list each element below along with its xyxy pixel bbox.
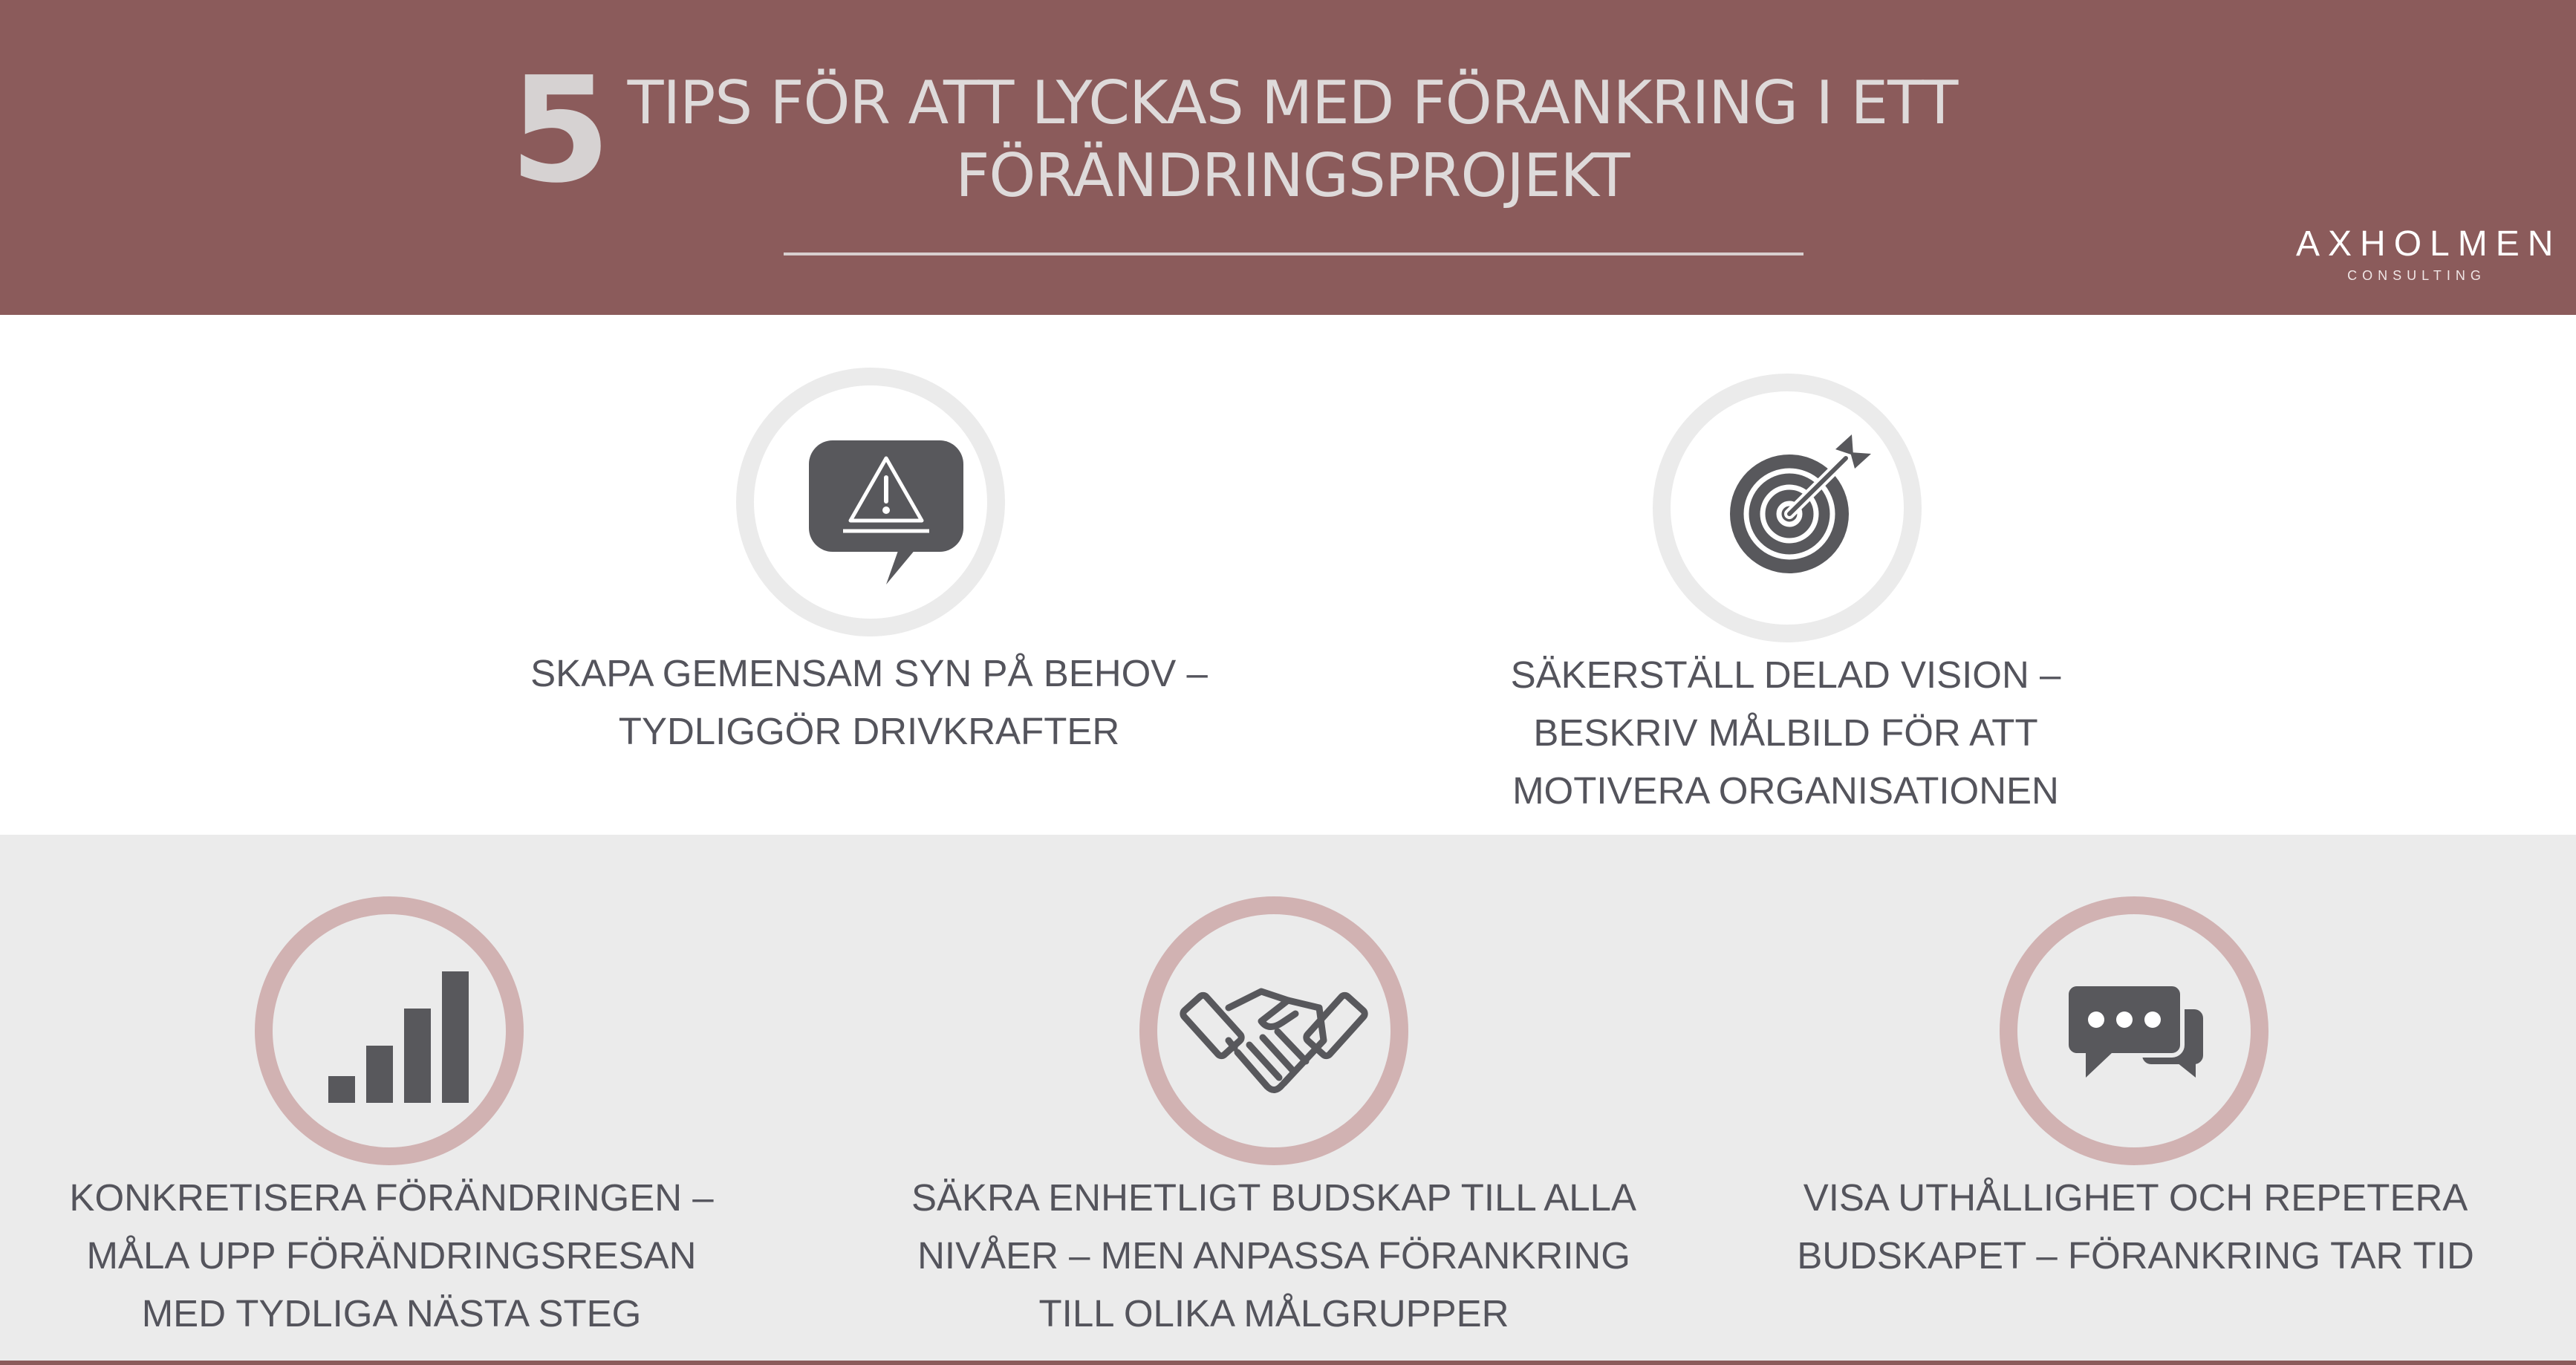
tip-4-line-1: SÄKRA ENHETLIGT BUDSKAP TILL ALLA <box>911 1176 1637 1219</box>
tip-5-line-1: VISA UTHÅLLIGHET OCH REPETERA <box>1803 1176 2468 1219</box>
tip-1-text <box>416 645 1322 760</box>
tip-2-line-2: BESKRIV MÅLBILD FÖR ATT <box>1533 711 2038 754</box>
warning-speech-bubble-icon <box>754 385 987 619</box>
target-arrow-icon <box>1671 391 1904 625</box>
page-title-line-2: FÖRÄNDRINGSPROJEKT <box>955 141 1630 210</box>
tip-3-line-3: MED TYDLIGA NÄSTA STEG <box>141 1292 642 1335</box>
tip-5-line-2: BUDSKAPET – FÖRANKRING TAR TID <box>1797 1234 2474 1277</box>
tip-5-icon-ring <box>2000 896 2268 1165</box>
handshake-icon <box>1157 914 1391 1147</box>
page-title <box>617 67 1968 212</box>
bottom-accent-line <box>0 1361 2576 1365</box>
title-divider <box>784 253 1803 255</box>
header-banner <box>0 0 2576 315</box>
tip-4-line-2: NIVÅER – MEN ANPASSA FÖRANKRING <box>917 1234 1630 1277</box>
logo-tagline: CONSULTING <box>2347 268 2486 283</box>
tip-3-line-1: KONKRETISERA FÖRÄNDRINGEN – <box>69 1176 714 1219</box>
tips-count: 5 <box>510 46 611 215</box>
tip-2-icon-ring <box>1653 374 1922 642</box>
tip-4-icon-ring <box>1139 896 1408 1165</box>
tip-2-line-1: SÄKERSTÄLL DELAD VISION – <box>1510 654 2061 696</box>
company-logo <box>2288 223 2562 285</box>
bar-chart-icon <box>273 914 506 1147</box>
tip-4-text <box>833 1169 1714 1343</box>
tip-2-line-3: MOTIVERA ORGANISATIONEN <box>1512 769 2059 812</box>
tip-1-line-2: TYDLIGGÖR DRIVKRAFTER <box>618 710 1120 752</box>
tip-2-text <box>1340 646 2231 820</box>
tip-3-line-2: MÅLA UPP FÖRÄNDRINGSRESAN <box>86 1234 697 1277</box>
tip-3-icon-ring <box>255 896 524 1165</box>
tip-1-icon-ring <box>736 368 1005 636</box>
tip-5-text <box>1708 1169 2563 1285</box>
chat-bubbles-icon <box>2017 914 2251 1147</box>
page-title-line-1: TIPS FÖR ATT LYCKAS MED FÖRANKRING I ETT <box>627 68 1958 137</box>
tip-3-text <box>0 1169 783 1343</box>
tip-1-line-1: SKAPA GEMENSAM SYN PÅ BEHOV – <box>530 652 1208 694</box>
logo-name: AXHOLMEN <box>2296 224 2562 264</box>
tip-4-line-3: TILL OLIKA MÅLGRUPPER <box>1038 1292 1509 1335</box>
